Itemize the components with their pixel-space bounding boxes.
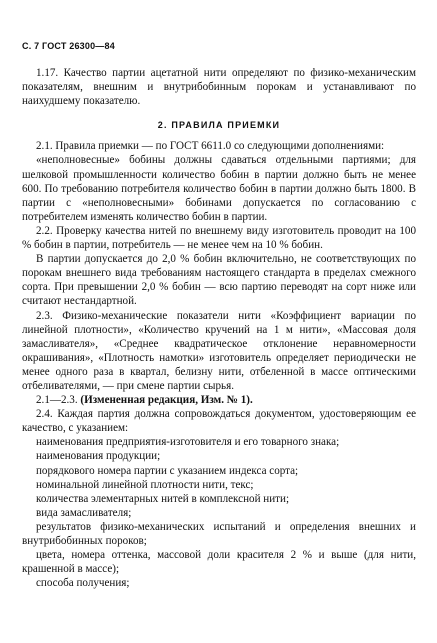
paragraph-2-2-addition: В партии допускается до 2,0 % бобин включительно, не соответствующих по порокам внешнего вида требованиям настоящего стандарта в пределах смежного сорта. При превышении 2,0 % бобин — всю партию переводят на сорт ниже или считают нестандартной. bbox=[22, 253, 416, 308]
section-title: 2. ПРАВИЛА ПРИЕМКИ bbox=[157, 120, 281, 131]
paragraph-2-4: 2.4. Каждая партия должна сопровождаться документом, удостоверяющим ее качество, с указанием: bbox=[22, 408, 416, 435]
paragraph-2-1-addition: «неполновесные» бобины должны сдаваться отдельными партиями; для шелковой промышленности количество бобин в партии должно быть не менее 600. По требованию потребителя количество бобин в партии должно быть 1800. В партии с «неполновесными» бобинами допускается по согласованию с потребителем изменять количество бобин в партии. bbox=[22, 154, 416, 223]
paragraph-1-17: 1.17. Качество партии ацетатной нити определяют по физико-механическим показателям, внешним и внутрибобинным порокам и устанавливают по наихудшему показателю. bbox=[22, 67, 416, 108]
list-item: цвета, номера оттенка, массовой доли красителя 2 % и выше (для нити, крашенной в массе); bbox=[22, 549, 416, 576]
paragraph-2-2: 2.2. Проверку качества нитей по внешнему виду изготовитель проводит на 100 % бобин в партии, потребитель — не менее чем на 10 % бобин. bbox=[22, 224, 416, 252]
paragraph-2-3: 2.3. Физико-механические показатели нити «Коэффициент вариации по линейной плотности», «Количество кручений на 1 м нити», «Массовая доля замасливателя», «Среднее квадратическое отклонение неравномерности окрашивания», «Плотность намотки» изготовитель определяет периодически не менее одного раза в квартал, белизну нити, отбеленной в массе оптическими отбеливателями, — при смене партии сырья. bbox=[22, 309, 416, 392]
list-item: номинальной линейной плотности нити, текс; bbox=[36, 478, 254, 491]
list-item: вида замасливателя; bbox=[36, 506, 132, 519]
list-item: результатов физико-механических испытаний и определения внешних и внутрибобинных пороков; bbox=[22, 520, 416, 547]
document-body bbox=[22, 66, 416, 590]
amendment-text: (Измененная редакция, Изм. № 1). bbox=[80, 394, 253, 407]
list-item: способа получения; bbox=[36, 577, 130, 590]
list-item: наименования продукции; bbox=[36, 450, 161, 463]
list-item: порядкового номера партии с указанием индекса сорта; bbox=[36, 464, 299, 477]
page-header: С. 7 ГОСТ 26300—84 bbox=[22, 41, 115, 51]
amendment-note bbox=[22, 393, 416, 407]
paragraph-2-1: 2.1. Правила приемки — по ГОСТ 6611.0 со следующими дополнениями: bbox=[36, 140, 385, 153]
amendment-ref: 2.1—2.3. bbox=[36, 394, 78, 407]
list-item: количества элементарных нитей в комплексной нити; bbox=[36, 492, 290, 505]
list-item: наименования предприятия-изготовителя и его товарного знака; bbox=[36, 436, 340, 449]
